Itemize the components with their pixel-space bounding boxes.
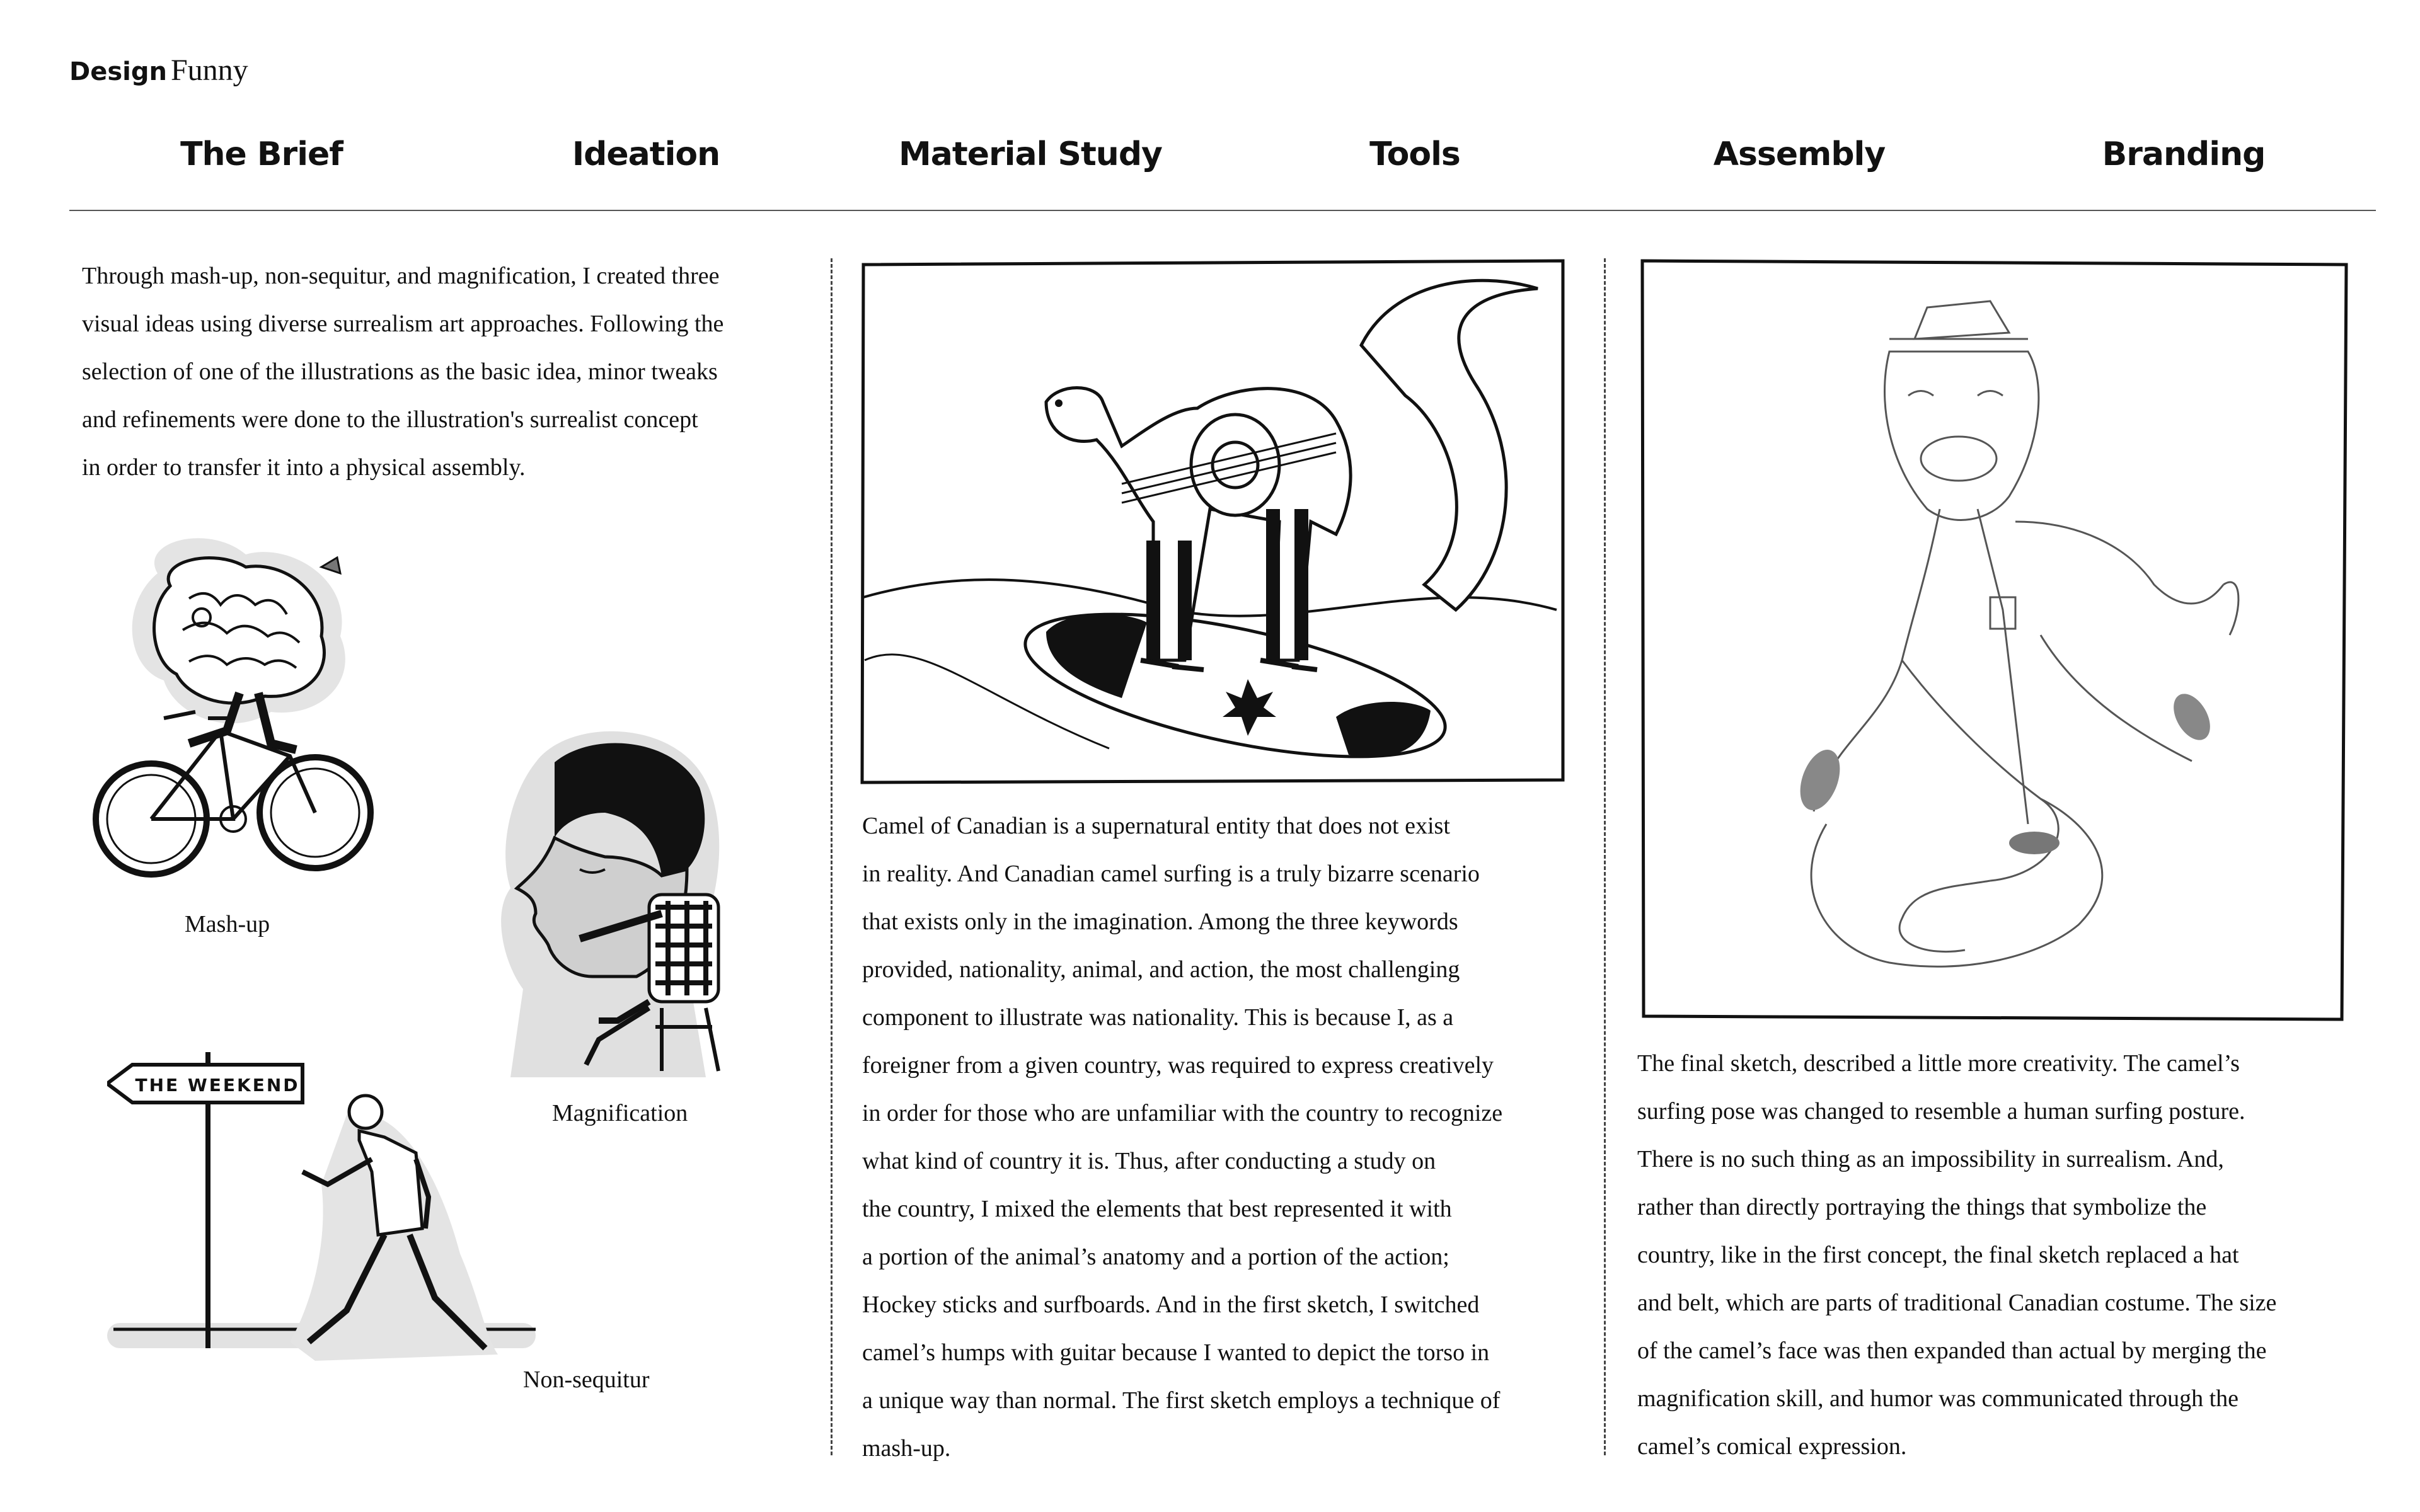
sketch1-line: camel’s humps with guitar because I wanted to depict the torso in [862, 1339, 1490, 1366]
final-sketch-camel-pencil [1637, 257, 2349, 1026]
nav-ideation[interactable]: Ideation [572, 135, 720, 173]
sketch1-line: Camel of Canadian is a supernatural entity that does not exist [862, 813, 1450, 839]
sketch2-line: The final sketch, described a little more creativity. The camel’s [1637, 1050, 2240, 1077]
nav-material-study[interactable]: Material Study [899, 135, 1162, 173]
sketch1-line: in reality. And Canadian camel surfing is a truly bizarre scenario [862, 861, 1480, 887]
nav-assembly[interactable]: Assembly [1713, 135, 1886, 173]
sketch1-line: Hockey sticks and surfboards. And in the first sketch, I switched [862, 1292, 1480, 1318]
sketch2-line: surfing pose was changed to resemble a human surfing posture. [1637, 1098, 2245, 1125]
column-divider [1604, 258, 1606, 1455]
sketch2-line: country, like in the first concept, the final sketch replaced a hat [1637, 1242, 2239, 1268]
column-divider [831, 258, 833, 1455]
sketch2-line: camel’s comical expression. [1637, 1433, 1907, 1460]
sketch2-line: There is no such thing as an impossibility in surrealism. And, [1637, 1146, 2224, 1172]
sketch1-line: provided, nationality, animal, and action, the most challenging [862, 956, 1460, 983]
sketch1-line: foreigner from a given country, was required to express creatively [862, 1052, 1494, 1079]
main-nav [69, 126, 2376, 183]
sketch2-line: magnification skill, and humor was communicated through the [1637, 1385, 2239, 1412]
header-divider [69, 210, 2376, 211]
sketch1-line: a portion of the animal’s anatomy and a portion of the action; [862, 1244, 1449, 1270]
sign-text: THE WEEKEND [135, 1075, 300, 1096]
nonsequitur-caption: Non-sequitur [523, 1366, 650, 1393]
brand-light: Funny [170, 54, 248, 87]
first-sketch-camel-surfing [857, 257, 1569, 786]
nonsequitur-signpost-illustration [107, 1046, 542, 1380]
final-sketch-paragraph [1637, 1040, 2276, 1470]
brand-bold: Design [69, 57, 167, 86]
brief-line: in order to transfer it into a physical assembly. [82, 454, 526, 481]
mashup-caption: Mash-up [185, 911, 270, 937]
sketch1-line: what kind of country it is. Thus, after conducting a study on [862, 1148, 1436, 1174]
nav-tools[interactable]: Tools [1369, 135, 1460, 173]
sketch2-line: rather than directly portraying the things that symbolize the [1637, 1194, 2207, 1220]
brief-line: Through mash-up, non-sequitur, and magnification, I created three [82, 263, 720, 289]
first-sketch-paragraph [862, 802, 1502, 1472]
sketch1-line: mash-up. [862, 1435, 951, 1462]
sketch2-line: of the camel’s face was then expanded than actual by merging the [1637, 1337, 2267, 1364]
nav-branding[interactable]: Branding [2102, 135, 2266, 173]
nav-the-brief[interactable]: The Brief [180, 135, 343, 173]
sketch1-line: that exists only in the imagination. Among the three keywords [862, 908, 1458, 935]
brief-line: selection of one of the illustrations as the basic idea, minor tweaks [82, 358, 718, 385]
mashup-brain-bicycle-illustration [82, 529, 384, 882]
sketch1-line: component to illustrate was nationality. This is because I, as a [862, 1004, 1454, 1031]
sketch1-line: the country, I mixed the elements that best represented it with [862, 1196, 1452, 1222]
sketch2-line: and belt, which are parts of traditional Canadian costume. The size [1637, 1290, 2277, 1316]
sketch1-line: in order for those who are unfamiliar with the country to recognize [862, 1100, 1503, 1126]
brand-logo[interactable] [69, 53, 248, 88]
sketch1-line: a unique way than normal. The first sketch employs a technique of [862, 1387, 1501, 1414]
brief-line: visual ideas using diverse surrealism art approaches. Following the [82, 311, 724, 337]
brief-paragraph [82, 252, 723, 491]
magnification-caption: Magnification [552, 1100, 688, 1126]
brief-line: and refinements were done to the illustration's surrealist concept [82, 406, 698, 433]
magnification-head-illustration [498, 724, 737, 1077]
